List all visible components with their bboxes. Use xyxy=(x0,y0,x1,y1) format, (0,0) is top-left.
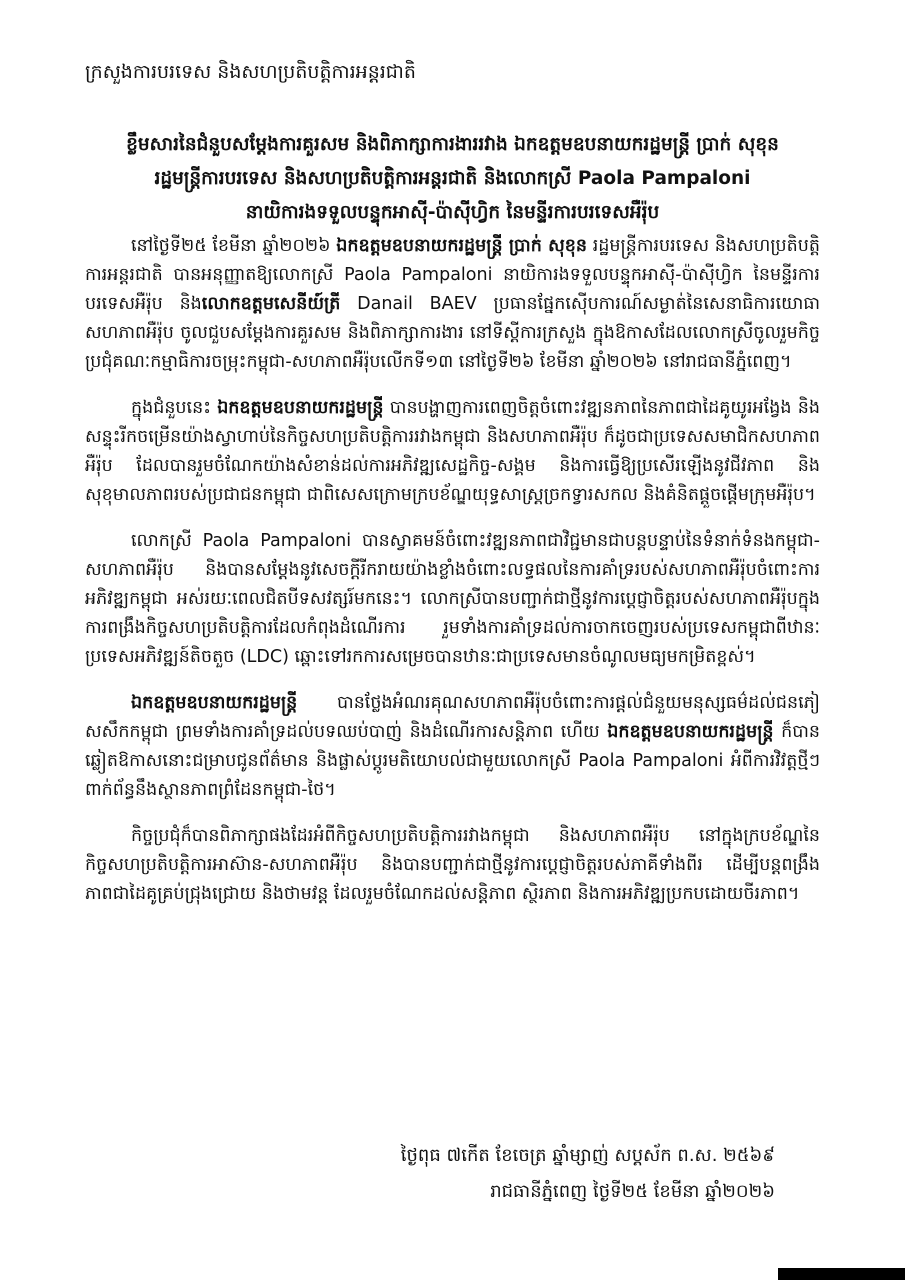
paragraph-3 xyxy=(85,527,820,672)
paragraph-5-text: កិច្ចប្រជុំក៏បានពិភាក្សាផងដែរអំពីកិច្ចសហប្រតិបត្តិការរវាងកម្ពុជា និងសហភាពអឺរ៉ុប នៅក្នុងក្របខ័ណ្ឌនៃកិច្ចសហប្រតិបត្តិការអាស៊ាន-សហភាពអឺរ៉ុប និងបានបញ្ជាក់ជាថ្មីនូវការប្តេជ្ញាចិត្តរបស់ភាគីទាំងពីរ ដើម្បីបន្តពង្រឹងភាពជាដៃគូគ្រប់ជ្រុងជ្រោយ និងថាមវន្ត ដែលរួមចំណែកដល់សន្តិភាព ស្ថិរភាព និងការអភិវឌ្ឍប្រកបដោយចីរភាព។ xyxy=(85,826,820,904)
document-body xyxy=(85,232,820,926)
paragraph-2-bold-title: ឯកឧត្តមឧបនាយករដ្ឋមន្ត្រី xyxy=(217,398,384,418)
paragraph-5 xyxy=(85,822,820,909)
paragraph-3-text: លោកស្រី Paola Pampaloni បានស្វាគមន៍ចំពោះវឌ្ឍនភាពជាវិជ្ជមានជាបន្តបន្ទាប់នៃទំនាក់ទំនងកម្ពុជា-សហភាពអឺរ៉ុប និងបានសម្តែងនូវសេចក្តីរីករាយយ៉ាងខ្លាំងចំពោះលទ្ធផលនៃការគាំទ្ររបស់សហភាពអឺរ៉ុបចំពោះការអភិវឌ្ឍកម្ពុជា អស់រយៈពេលជិតបីទសវត្សរ៍មកនេះ។ លោកស្រីបានបញ្ជាក់ជាថ្មីនូវការប្តេជ្ញាចិត្តរបស់សហភាពអឺរ៉ុបក្នុងការពង្រឹងកិច្ចសហប្រតិបត្តិការដែលកំពុងដំណើរការ រួមទាំងការគាំទ្រដល់ការចាកចេញរបស់ប្រទេសកម្ពុជាពីឋានៈប្រទេសអភិវឌ្ឍន៍តិចតួច (LDC) ឆ្ពោះទៅរកការសម្រេចបានឋានៈជាប្រទេសមានចំណូលមធ្យមកម្រិតខ្ពស់។ xyxy=(85,531,820,667)
title-line-1: ខ្លឹមសារនៃជំនួបសម្តែងការគួរសម និងពិភាក្សាការងាររវាង ឯកឧត្តមឧបនាយករដ្ឋមន្ត្រី ប្រាក់ សុខុន xyxy=(126,134,779,155)
place-and-date: រាជធានីភ្នំពេញ ថ្ងៃទី២៥ ខែមីនា ឆ្នាំ២០២៦ xyxy=(490,1181,775,1202)
paragraph-1-text-b: រដ្ឋមន្ត្រីការបរទេស និងសហប្រតិបត្តិការអន្តរជាតិ បានអនុញ្ញាតឱ្យលោកស្រី Paola Pampaloni នាយិការងទទួលបន្ទុកអាស៊ី-ប៉ាស៊ីហ្វិក នៃមន្ទីរការបរទេសអឺរ៉ុប និង xyxy=(85,236,820,314)
paragraph-2-text-a: ក្នុងជំនួបនេះ xyxy=(131,398,218,418)
lunar-date: ថ្ងៃពុធ ៧កើត ខែចេត្រ ឆ្នាំម្សាញ់ សប្តស័ក ព.ស. ២៥៦៩ xyxy=(400,1145,775,1166)
title-line-2: រដ្ឋមន្ត្រីការបរទេស និងសហប្រតិបត្តិការអន្តរជាតិ និងលោកស្រី Paola Pampaloni xyxy=(154,168,751,189)
document-title xyxy=(60,128,845,230)
paragraph-2 xyxy=(85,394,820,510)
paragraph-1 xyxy=(85,232,820,377)
paragraph-4-bold-title-b: ឯកឧត្តមឧបនាយករដ្ឋមន្ត្រី xyxy=(607,722,774,742)
ministry-header: ក្រសួងការបរទេស និងសហប្រតិបត្តិការអន្តរជាតិ xyxy=(85,61,416,83)
paragraph-1-bold-rank: លោកឧត្តមសេនីយ៍ត្រី xyxy=(201,294,341,314)
paragraph-4-text-a: បានថ្លែងអំណរគុណសហភាពអឺរ៉ុបចំពោះការផ្តល់ជំនួយមនុស្សធម៌ដល់ជនភៀសសឹកកម្ពុជា ព្រមទាំងការគាំទ្រដល់បទឈប់បាញ់ និងដំណើរការសន្តិភាព ហើយ xyxy=(85,693,820,742)
paragraph-1-bold-name: ឯកឧត្តមឧបនាយករដ្ឋមន្ត្រី ប្រាក់ សុខុន xyxy=(336,236,587,256)
date-footer xyxy=(401,1138,775,1210)
paragraph-2-text-b: បានបង្ហាញការពេញចិត្តចំពោះវឌ្ឍនភាពនៃភាពជាដៃគូយូរអង្វែង និងសន្ទុះរីកចម្រើនយ៉ាងស្វាហាប់នៃកិច្ចសហប្រតិបត្តិការរវាងកម្ពុជា និងសហភាពអឺរ៉ុប ក៏ដូចជាប្រទេសសមាជិកសហភាពអឺរ៉ុប ដែលបានរួមចំណែកយ៉ាងសំខាន់ដល់ការអភិវឌ្ឍសេដ្ឋកិច្ច-សង្គម និងការធ្វើឱ្យប្រសើរឡើងនូវជីវភាព និងសុខុមាលភាពរបស់ប្រជាជនកម្ពុជា ជាពិសេសក្រោមក្របខ័ណ្ឌយុទ្ធសាស្ត្រច្រកទ្វារសកល និងគំនិតផ្តួចផ្តើមក្រុមអឺរ៉ុប។ xyxy=(85,398,820,505)
corner-black-bar xyxy=(778,1268,905,1280)
paragraph-4 xyxy=(85,689,820,805)
title-line-3: នាយិការងទទួលបន្ទុកអាស៊ី-ប៉ាស៊ីហ្វិក នៃមន្ទីរការបរទេសអឺរ៉ុប xyxy=(245,202,660,223)
paragraph-1-text-a: នៅថ្ងៃទី២៥ ខែមីនា ឆ្នាំ២០២៦ xyxy=(131,236,337,256)
paragraph-4-bold-title-a: ឯកឧត្តមឧបនាយករដ្ឋមន្ត្រី xyxy=(131,693,298,713)
paragraph-4-text-b: ក៏បានឆ្លៀតឱកាសនោះជម្រាបជូនព័ត៌មាន និងផ្លាស់ប្តូរមតិយោបល់ជាមួយលោកស្រី Paola Pampaloni អំពីការវិវត្តថ្មីៗពាក់ព័ន្ធនឹងស្ថានភាពព្រំដែនកម្ពុជា-ថៃ។ xyxy=(85,722,820,800)
paragraph-1-text-c: Danail BAEV ប្រធានផ្នែកស៊ើបការណ៍សម្ងាត់នៃសេនាធិការយោធាសហភាពអឺរ៉ុប ចូលជួបសម្តែងការគួរសម និងពិភាក្សាការងារ នៅទីស្តីការក្រសួង ក្នុងឱកាសដែលលោកស្រីចូលរួមកិច្ចប្រជុំគណៈកម្មាធិការចម្រុះកម្ពុជា-សហភាពអឺរ៉ុបលើកទី១៣ នៅថ្ងៃទី២៦ ខែមីនា ឆ្នាំ២០២៦ នៅរាជធានីភ្នំពេញ។ xyxy=(85,294,820,372)
